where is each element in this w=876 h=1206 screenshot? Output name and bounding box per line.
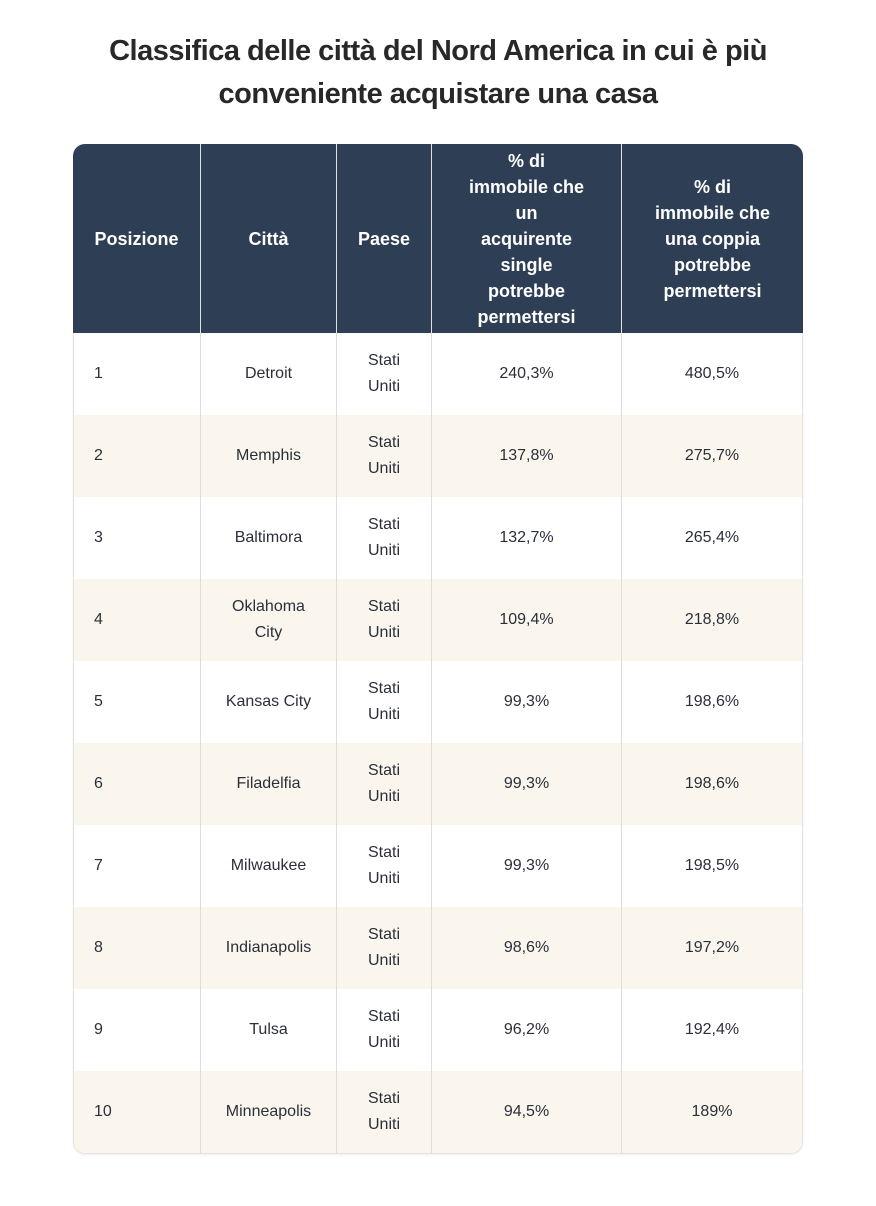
cell-city: Baltimora bbox=[201, 497, 337, 579]
cell-country: Stati Uniti bbox=[337, 907, 432, 989]
page-title-line-1: Classifica delle città del Nord America in cui è più bbox=[109, 35, 767, 67]
table-row-10 bbox=[74, 1071, 802, 1153]
cell-position: 9 bbox=[74, 989, 201, 1071]
cell-country: Stati Uniti bbox=[337, 989, 432, 1071]
table-row-1 bbox=[74, 333, 802, 415]
cell-country: Stati Uniti bbox=[337, 333, 432, 415]
cell-position: 7 bbox=[74, 825, 201, 907]
header-cell-citta bbox=[201, 144, 337, 333]
header-label-couple-pct: % di immobile che una coppia potrebbe permettersi bbox=[654, 176, 771, 301]
cell-country: Stati Uniti bbox=[337, 579, 432, 661]
cell-position: 5 bbox=[74, 661, 201, 743]
cell-country: Stati Uniti bbox=[337, 497, 432, 579]
table-row-8 bbox=[74, 907, 802, 989]
table-row-6 bbox=[74, 743, 802, 825]
cell-single-pct: 98,6% bbox=[432, 907, 622, 989]
cell-city: Milwaukee bbox=[201, 825, 337, 907]
cell-position: 10 bbox=[74, 1071, 201, 1153]
cell-city: Memphis bbox=[201, 415, 337, 497]
cell-country: Stati Uniti bbox=[337, 825, 432, 907]
page-title bbox=[0, 0, 876, 116]
table-row-9 bbox=[74, 989, 802, 1071]
table-row-5 bbox=[74, 661, 802, 743]
table-row-4 bbox=[74, 579, 802, 661]
header-label-posizione: Posizione bbox=[94, 228, 179, 249]
cell-couple-pct: 275,7% bbox=[684, 447, 740, 464]
cell-single-pct: 99,3% bbox=[432, 825, 622, 907]
header-cell-paese bbox=[337, 144, 432, 333]
cell-couple-pct: 480,5% bbox=[684, 365, 740, 382]
cell-city: Indianapolis bbox=[201, 907, 337, 989]
header-cell-posizione bbox=[73, 144, 201, 333]
cell-position: 8 bbox=[74, 907, 201, 989]
cell-couple-pct: 198,6% bbox=[684, 775, 740, 792]
cell-single-pct: 137,8% bbox=[432, 415, 622, 497]
cell-country: Stati Uniti bbox=[337, 743, 432, 825]
cell-single-pct: 132,7% bbox=[432, 497, 622, 579]
header-cell-single-pct bbox=[432, 144, 622, 333]
cell-couple-pct: 265,4% bbox=[684, 529, 740, 546]
cell-position: 6 bbox=[74, 743, 201, 825]
cell-city: Minneapolis bbox=[201, 1071, 337, 1153]
cell-city: Oklahoma City bbox=[201, 579, 337, 661]
table-row-2 bbox=[74, 415, 802, 497]
cell-position: 2 bbox=[74, 415, 201, 497]
cell-city: Filadelfia bbox=[201, 743, 337, 825]
cell-position: 1 bbox=[74, 333, 201, 415]
cell-city: Tulsa bbox=[201, 989, 337, 1071]
table-header-row bbox=[73, 144, 803, 333]
cell-couple-pct: 198,6% bbox=[684, 693, 740, 710]
cell-city: Detroit bbox=[201, 333, 337, 415]
cell-couple-pct: 197,2% bbox=[684, 939, 740, 956]
header-cell-couple-pct bbox=[622, 144, 803, 333]
table-row-3 bbox=[74, 497, 802, 579]
cell-couple-pct: 192,4% bbox=[684, 1021, 740, 1038]
cell-single-pct: 240,3% bbox=[432, 333, 622, 415]
page-title-line-2: conveniente acquistare una casa bbox=[218, 78, 658, 110]
cell-couple-pct: 189% bbox=[691, 1103, 733, 1120]
table-body bbox=[73, 333, 803, 1154]
cell-couple-pct: 218,8% bbox=[684, 611, 740, 628]
cell-city: Kansas City bbox=[201, 661, 337, 743]
cell-country: Stati Uniti bbox=[337, 415, 432, 497]
header-label-citta: Città bbox=[248, 228, 289, 249]
cell-single-pct: 99,3% bbox=[432, 743, 622, 825]
cell-position: 4 bbox=[74, 579, 201, 661]
cell-single-pct: 99,3% bbox=[432, 661, 622, 743]
header-label-single-pct: % di immobile che un acquirente single potrebbe permettersi bbox=[468, 150, 585, 327]
table-row-7 bbox=[74, 825, 802, 907]
cell-single-pct: 96,2% bbox=[432, 989, 622, 1071]
cell-couple-pct: 198,5% bbox=[684, 857, 740, 874]
cell-country: Stati Uniti bbox=[337, 1071, 432, 1153]
header-label-paese: Paese bbox=[357, 228, 411, 249]
cell-single-pct: 94,5% bbox=[432, 1071, 622, 1153]
cell-position: 3 bbox=[74, 497, 201, 579]
cell-single-pct: 109,4% bbox=[432, 579, 622, 661]
ranking-table bbox=[73, 144, 803, 1154]
cell-country: Stati Uniti bbox=[337, 661, 432, 743]
